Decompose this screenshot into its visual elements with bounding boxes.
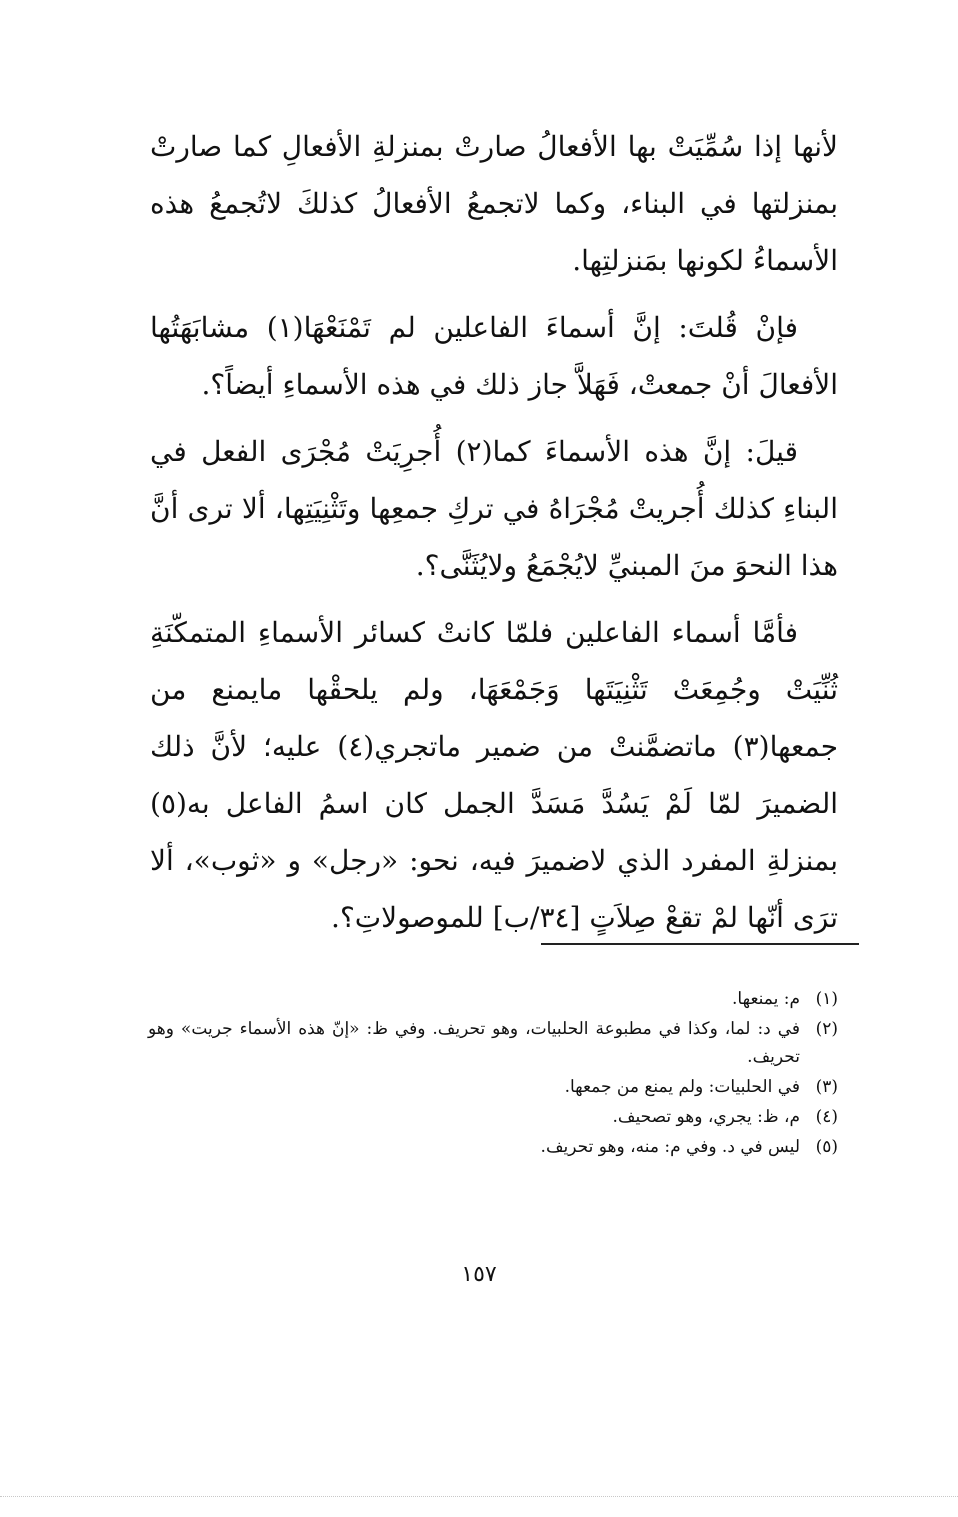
page-number: ١٥٧ <box>461 1262 497 1287</box>
footnote-divider <box>541 943 859 945</box>
footnote-number: (٤) <box>815 1107 838 1127</box>
footnote-number: (٣) <box>815 1077 838 1097</box>
paragraph: قيلَ: إنَّ هذه الأسماءَ كما(٢) أُجرِيَتْ مُجْرَى الفعل في البناءِ كذلك أُجريتْ مُجْرَاهُ في تركِ جمعِها وتَثْنِيَتِها، ألا ترى أنَّ هذا النحوَ منَ المبنيِّ لايُجْمَعُ ولايُثَنَّى؟. <box>150 435 838 582</box>
footnote-text: في د: لما، وكذا في مطبوعة الحلبيات، وهو تحريف. وفي ظ: «إنّ هذه الأسماء جريت» وهو تحريف. <box>148 1019 800 1067</box>
footnotes <box>148 985 838 1163</box>
footnote <box>148 1103 838 1131</box>
footnote <box>148 1073 838 1101</box>
footnote-text: في الحلبيات: ولم يمنع من جمعها. <box>564 1077 800 1097</box>
scan-edge-dots <box>0 1496 958 1499</box>
footnote <box>148 1133 838 1161</box>
paragraph: لأنها إذا سُمِّيَتْ بها الأفعالُ صارتْ بمنزلةِ الأفعالِ كما صارتْ بمنزلتها في البناء، وكما لاتجمعُ الأفعالُ كذلكَ لاتُجمعُ هذه الأسماءُ لكونها بمَنزلتِها. <box>150 130 838 277</box>
footnote-text: م: يمنعها. <box>732 989 800 1009</box>
paragraph: فأمَّا أسماء الفاعلين فلمّا كانتْ كسائر الأسماءِ المتمكّنَةِ ثُنِّيَتْ وجُمِعَتْ تَثْنِيَتَها وَجَمْعَهَا، ولم يلحقْها مايمنع من جمعها(٣) ماتضمَّنتْ من ضمير ماتجري(٤) عليه؛ لأنَّ ذلك الضميرَ لمّا لَمْ يَسُدَّ مَسَدَّ الجمل كان اسمُ الفاعل به(٥) بمنزلةِ المفرد الذي لاضميرَ فيه، نحو: «رجل» و «ثوب»، ألا ترَى أنّها لمْ تقعْ صِلاَتٍ [٣٤/ب] للموصولاتِ؟. <box>150 616 839 934</box>
footnote-number: (٥) <box>815 1137 838 1157</box>
paragraph: فإنْ قُلتَ: إنَّ أسماءَ الفاعلين لم تَمْنَعْهَا(١) مشابَهَتُها الأفعالَ أنْ جمعتْ، فَهَلاَّ جاز ذلك في هذه الأسماءِ أيضاً؟. <box>150 311 838 401</box>
footnote-text: ليس في د. وفي م: منه، وهو تحريف. <box>540 1137 800 1157</box>
footnote-number: (١) <box>815 989 838 1009</box>
main-text <box>150 118 838 956</box>
footnote-number: (٢) <box>815 1019 838 1039</box>
footnote-text: م، ظ: يجري، وهو تصحيف. <box>612 1107 800 1127</box>
footnote <box>148 985 838 1013</box>
footnote <box>148 1015 838 1071</box>
